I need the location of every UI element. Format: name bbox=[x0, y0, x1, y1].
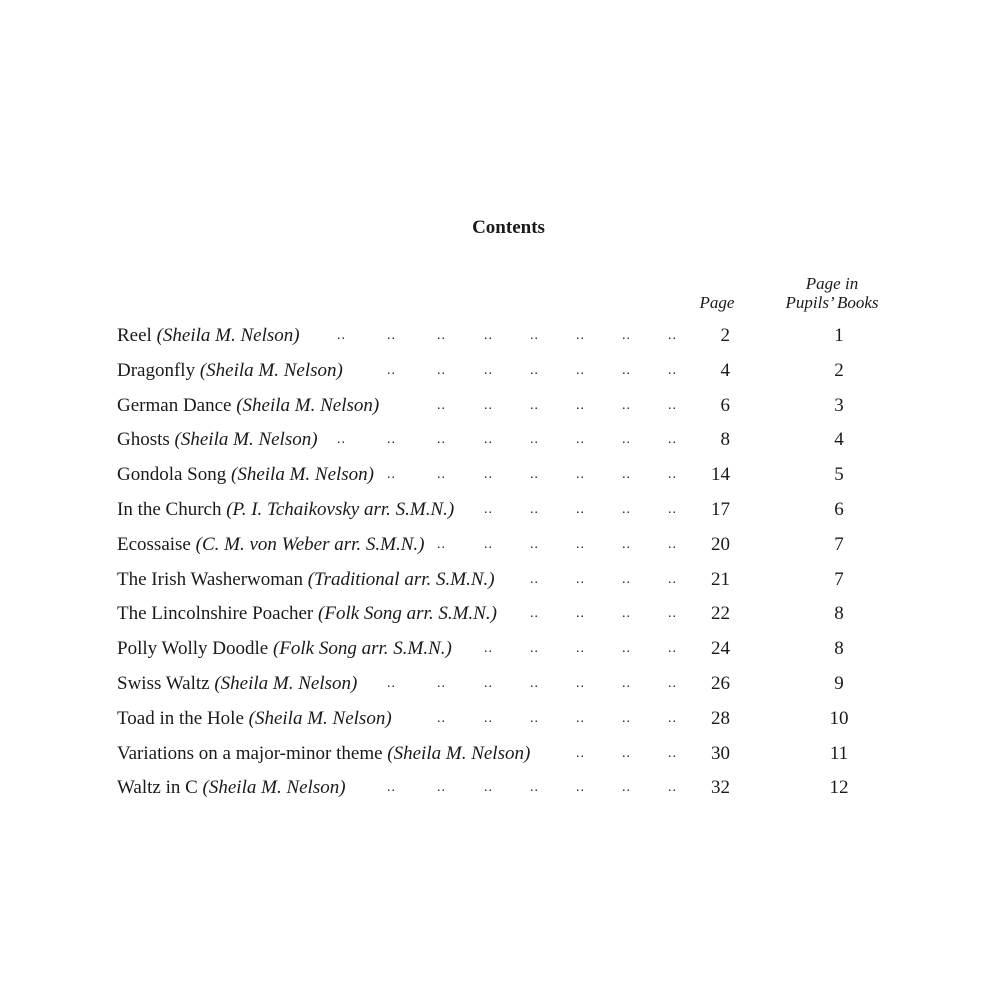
leader-dots: .. bbox=[622, 536, 631, 552]
page-number: 17 bbox=[711, 499, 730, 520]
piece-composer: (Folk Song arr. S.M.N.) bbox=[272, 638, 452, 660]
leader-dots: .. bbox=[576, 676, 585, 691]
leader-dots: .. bbox=[622, 745, 631, 761]
piece-composer: (Sheila M. Nelson) bbox=[248, 707, 392, 729]
page-number: 4 bbox=[720, 359, 730, 381]
pupils-page-number: 8 bbox=[834, 603, 844, 625]
entry-text bbox=[117, 389, 379, 423]
page-number: 32 bbox=[711, 777, 730, 799]
leader-dots: .. bbox=[668, 745, 677, 761]
leader-dots: .. bbox=[576, 362, 585, 378]
piece-composer: (Folk Song arr. S.M.N.) bbox=[318, 603, 497, 625]
entry-text bbox=[117, 458, 374, 492]
leader-dots: .. bbox=[437, 710, 446, 726]
piece-composer: (Traditional arr. S.M.N.) bbox=[307, 568, 495, 590]
leader-dots: .. bbox=[622, 571, 631, 587]
entry-text bbox=[117, 493, 454, 527]
piece-composer: (C. M. von Weber arr. S.M.N.) bbox=[195, 533, 425, 555]
piece-title: Ecossaise bbox=[117, 533, 191, 555]
leader-dots: .. bbox=[576, 467, 585, 483]
leader-dots: .. bbox=[668, 328, 677, 343]
pupils-page-number: 3 bbox=[834, 394, 844, 416]
contents-row bbox=[0, 702, 1000, 736]
leader-dots: .. bbox=[530, 362, 539, 378]
leader-dots: .. bbox=[387, 676, 396, 691]
leader-dots: .. bbox=[576, 780, 585, 796]
piece-title: Variations on a major-minor theme bbox=[117, 742, 383, 764]
entry-text bbox=[117, 319, 300, 353]
leader-dots: .. bbox=[437, 780, 446, 796]
leader-dots: .. bbox=[530, 571, 539, 587]
leader-dots: .. bbox=[437, 467, 446, 483]
leader-dots: .. bbox=[437, 432, 446, 448]
page-number: 28 bbox=[711, 707, 730, 729]
leader-dots: .. bbox=[387, 362, 396, 378]
pupils-page-number: 4 bbox=[834, 429, 844, 451]
leader-dots: .. bbox=[484, 328, 493, 343]
page-title: Contents bbox=[472, 217, 545, 238]
leader-dots: .. bbox=[622, 502, 631, 517]
leader-dots: .. bbox=[530, 606, 539, 622]
leader-dots: .. bbox=[576, 536, 585, 552]
leader-dots: .. bbox=[576, 606, 585, 622]
leader-dots: .. bbox=[622, 710, 631, 726]
leader-dots: .. bbox=[484, 536, 493, 552]
contents-row bbox=[0, 632, 1000, 666]
leader-dots: .. bbox=[387, 328, 396, 343]
leader-dots: .. bbox=[622, 467, 631, 483]
leader-dots: .. bbox=[530, 502, 539, 517]
leader-dots: .. bbox=[668, 362, 677, 378]
leader-dots: .. bbox=[622, 641, 631, 657]
contents-row bbox=[0, 771, 1000, 805]
leader-dots: .. bbox=[622, 780, 631, 796]
piece-title: Reel bbox=[117, 325, 152, 346]
leader-dots: .. bbox=[337, 432, 346, 448]
leader-dots: .. bbox=[530, 676, 539, 691]
entry-text bbox=[117, 423, 318, 457]
leader-dots: .. bbox=[484, 397, 493, 413]
page-number: 14 bbox=[711, 464, 730, 486]
pupils-page-number: 7 bbox=[834, 568, 844, 590]
contents-row bbox=[0, 389, 1000, 423]
contents-row bbox=[0, 563, 1000, 597]
piece-composer: (Sheila M. Nelson) bbox=[174, 429, 318, 451]
leader-dots: .. bbox=[622, 397, 631, 413]
piece-composer: (Sheila M. Nelson) bbox=[387, 742, 531, 764]
page-number: 6 bbox=[720, 394, 730, 416]
pupils-header-line-1: Page in bbox=[805, 274, 859, 293]
page-number: 22 bbox=[711, 603, 730, 625]
leader-dots: .. bbox=[668, 432, 677, 448]
leader-dots: .. bbox=[668, 780, 677, 796]
piece-composer: (Sheila M. Nelson) bbox=[202, 777, 346, 799]
leader-dots: .. bbox=[668, 641, 677, 657]
leader-dots: .. bbox=[668, 397, 677, 413]
contents-row bbox=[0, 597, 1000, 631]
leader-dots: .. bbox=[576, 397, 585, 413]
leader-dots: .. bbox=[530, 536, 539, 552]
pupils-page-number: 5 bbox=[834, 464, 844, 486]
leader-dots: .. bbox=[622, 606, 631, 622]
pupils-page-number: 2 bbox=[834, 359, 844, 381]
contents-row bbox=[0, 354, 1000, 388]
leader-dots: .. bbox=[484, 467, 493, 483]
leader-dots: .. bbox=[668, 536, 677, 552]
leader-dots: .. bbox=[387, 467, 396, 483]
leader-dots: .. bbox=[437, 362, 446, 378]
leader-dots: .. bbox=[484, 710, 493, 726]
leader-dots: .. bbox=[484, 780, 493, 796]
entry-text bbox=[117, 771, 346, 805]
leader-dots: .. bbox=[576, 745, 585, 761]
piece-title: Polly Wolly Doodle bbox=[117, 638, 269, 660]
leader-dots: .. bbox=[530, 432, 539, 448]
leader-dots: .. bbox=[530, 397, 539, 413]
page-column-header-label: Page bbox=[699, 293, 735, 312]
leader-dots: .. bbox=[576, 710, 585, 726]
leader-dots: .. bbox=[530, 780, 539, 796]
piece-title: Swiss Waltz bbox=[117, 673, 210, 694]
leader-dots: .. bbox=[668, 676, 677, 691]
contents-row bbox=[0, 528, 1000, 562]
pupils-page-number: 10 bbox=[829, 707, 849, 729]
leader-dots: .. bbox=[530, 467, 539, 483]
pupils-page-number: 12 bbox=[829, 777, 849, 799]
pupils-page-number: 9 bbox=[834, 673, 844, 694]
leader-dots: .. bbox=[530, 328, 539, 343]
leader-dots: .. bbox=[622, 676, 631, 691]
leader-dots: .. bbox=[484, 362, 493, 378]
piece-title: Dragonfly bbox=[117, 359, 196, 381]
pupils-header-line-2: Pupils’ Books bbox=[785, 293, 879, 312]
contents-row bbox=[0, 319, 1000, 353]
piece-title: The Lincolnshire Poacher bbox=[117, 603, 314, 625]
leader-dots: .. bbox=[530, 710, 539, 726]
entry-text bbox=[117, 702, 392, 736]
leader-dots: .. bbox=[576, 571, 585, 587]
contents-row bbox=[0, 423, 1000, 457]
piece-title: Ghosts bbox=[117, 429, 170, 451]
piece-composer: (Sheila M. Nelson) bbox=[236, 394, 380, 416]
leader-dots: .. bbox=[437, 397, 446, 413]
piece-composer: (Sheila M. Nelson) bbox=[231, 464, 375, 486]
leader-dots: .. bbox=[576, 328, 585, 343]
leader-dots: .. bbox=[668, 710, 677, 726]
leader-dots: .. bbox=[484, 641, 493, 657]
leader-dots: .. bbox=[576, 502, 585, 517]
entry-text bbox=[117, 667, 357, 701]
piece-title: Gondola Song bbox=[117, 464, 227, 486]
piece-title: The Irish Washerwoman bbox=[117, 568, 303, 590]
leader-dots: .. bbox=[337, 328, 346, 343]
leader-dots: .. bbox=[387, 780, 396, 796]
contents-row bbox=[0, 458, 1000, 492]
pupils-page-number: 6 bbox=[834, 499, 844, 520]
entry-text bbox=[117, 737, 530, 771]
piece-composer: (P. I. Tchaikovsky arr. S.M.N.) bbox=[226, 499, 455, 520]
leader-dots: .. bbox=[437, 536, 446, 552]
piece-title: In the Church bbox=[117, 499, 222, 520]
page-number: 21 bbox=[711, 568, 730, 590]
leader-dots: .. bbox=[437, 676, 446, 691]
leader-dots: .. bbox=[437, 328, 446, 343]
entry-text bbox=[117, 563, 495, 597]
leader-dots: .. bbox=[484, 432, 493, 448]
leader-dots: .. bbox=[668, 571, 677, 587]
pupils-page-number: 1 bbox=[834, 325, 844, 346]
page-number: 24 bbox=[711, 638, 730, 660]
leader-dots: .. bbox=[622, 362, 631, 378]
contents-row bbox=[0, 493, 1000, 527]
page-number: 2 bbox=[720, 325, 730, 346]
piece-title: Waltz in C bbox=[117, 777, 198, 799]
leader-dots: .. bbox=[668, 502, 677, 517]
leader-dots: .. bbox=[530, 641, 539, 657]
piece-composer: (Sheila M. Nelson) bbox=[199, 359, 343, 381]
leader-dots: .. bbox=[484, 676, 493, 691]
entry-text bbox=[117, 354, 343, 388]
page-number: 20 bbox=[711, 533, 730, 555]
leader-dots: .. bbox=[387, 432, 396, 448]
pupils-page-number: 8 bbox=[834, 638, 844, 660]
leader-dots: .. bbox=[622, 432, 631, 448]
leader-dots: .. bbox=[576, 432, 585, 448]
leader-dots: .. bbox=[576, 641, 585, 657]
leader-dots: .. bbox=[668, 467, 677, 483]
page-number: 30 bbox=[711, 742, 730, 764]
pupils-page-number: 7 bbox=[834, 533, 844, 555]
contents-row bbox=[0, 667, 1000, 701]
leader-dots: .. bbox=[622, 328, 631, 343]
piece-title: Toad in the Hole bbox=[117, 707, 244, 729]
entry-text bbox=[117, 597, 497, 631]
piece-composer: (Sheila M. Nelson) bbox=[156, 325, 300, 346]
leader-dots: .. bbox=[484, 502, 493, 517]
pupils-page-number: 11 bbox=[829, 742, 849, 764]
contents-row bbox=[0, 737, 1000, 771]
entry-text bbox=[117, 632, 452, 666]
page-number: 8 bbox=[720, 429, 730, 451]
leader-dots: .. bbox=[668, 606, 677, 622]
piece-title: German Dance bbox=[117, 394, 232, 416]
page-number: 26 bbox=[711, 673, 730, 694]
entry-text bbox=[117, 528, 425, 562]
piece-composer: (Sheila M. Nelson) bbox=[214, 673, 358, 694]
